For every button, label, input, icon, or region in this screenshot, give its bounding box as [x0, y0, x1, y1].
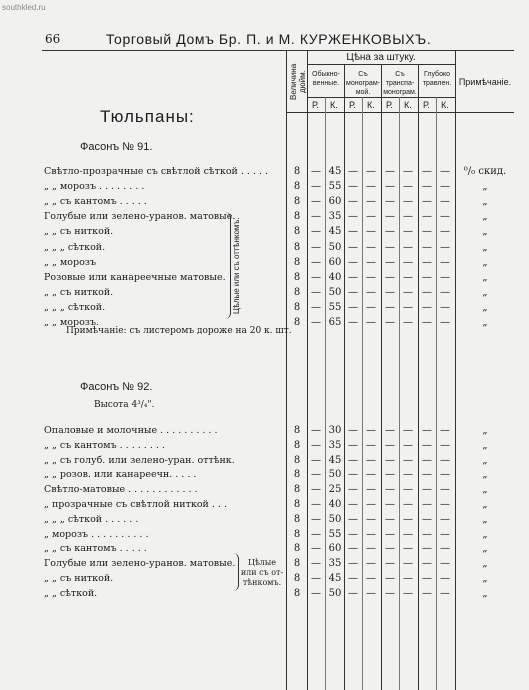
row-size: 8	[293, 196, 301, 208]
dash-mark: —	[403, 513, 413, 525]
dash-mark: —	[366, 499, 376, 510]
rk-label: К.	[441, 100, 449, 110]
row-size: 8	[293, 469, 301, 481]
row-note: „	[482, 256, 488, 268]
dash-mark: —	[403, 241, 413, 253]
dash-mark: —	[385, 454, 395, 466]
brace-91-label: Цѣлые или съ оттѣнкомъ.	[232, 217, 241, 314]
row-price: 45	[328, 454, 342, 466]
dash-mark: —	[366, 469, 376, 481]
fason-91-title: Фасонъ № 91.	[80, 141, 153, 153]
row-size: 8	[293, 226, 301, 238]
row-size: 8	[293, 241, 301, 253]
dash-mark: —	[348, 286, 358, 298]
dash-mark: —	[422, 528, 432, 540]
row-name: „ „ съ голуб. или зелено-уран. оттѣнк.	[44, 454, 235, 466]
rk-label: Р.	[312, 100, 319, 110]
dash-mark: —	[385, 256, 395, 268]
dash-mark: —	[366, 301, 376, 313]
dash-mark: —	[403, 528, 413, 540]
row-price: 55	[328, 528, 342, 540]
rk-label: Р.	[423, 100, 430, 110]
subcol-border-2	[381, 64, 382, 690]
dash-mark: —	[403, 439, 413, 451]
dash-mark: —	[403, 499, 413, 510]
dash-mark: —	[385, 528, 395, 540]
page-header: Торговый Домъ Бр. П. и М. КУРЖЕНКОВЫХЪ.	[106, 31, 432, 47]
dash-mark: —	[422, 484, 432, 496]
dash-mark: —	[366, 256, 376, 268]
dash-mark: —	[366, 317, 376, 328]
row-size: 8	[293, 271, 301, 283]
subcol-head-2: Съ монограм-мой.	[346, 71, 380, 96]
dash-mark: —	[403, 301, 413, 313]
dash-mark: —	[403, 573, 413, 584]
dash-mark: —	[311, 469, 321, 481]
row-name: Розовые или канареечные матовые.	[44, 271, 226, 283]
fason-91-remark: Примѣчаніе: съ листеромъ дороже на 20 к. шт.	[66, 326, 292, 336]
dash-mark: —	[311, 543, 321, 555]
dash-mark: —	[311, 196, 321, 208]
dash-mark: —	[422, 513, 432, 525]
dash-mark: —	[440, 543, 450, 555]
dash-mark: —	[440, 469, 450, 481]
dash-mark: —	[422, 166, 432, 177]
dash-mark: —	[385, 226, 395, 238]
dash-mark: —	[422, 425, 432, 436]
dash-mark: —	[366, 558, 376, 570]
dash-mark: —	[440, 256, 450, 268]
dash-mark: —	[440, 317, 450, 328]
dash-mark: —	[403, 181, 413, 193]
dash-mark: —	[348, 499, 358, 510]
row-name: „ „ съ кантомъ . . . . .	[44, 196, 147, 208]
row-name: „ „ „ сѣткой.	[44, 241, 106, 253]
dash-mark: —	[403, 166, 413, 177]
rk-divider-3	[399, 97, 400, 690]
dash-mark: —	[440, 573, 450, 584]
table-left-border	[286, 50, 287, 690]
dash-mark: —	[311, 301, 321, 313]
dash-mark: —	[348, 301, 358, 313]
row-name: „ „ сѣткой.	[44, 587, 98, 599]
dash-mark: —	[422, 286, 432, 298]
dash-mark: —	[348, 573, 358, 584]
dash-mark: —	[366, 528, 376, 540]
row-name: „ „ съ кантомъ . . . . .	[44, 543, 147, 555]
size-col-border	[307, 50, 308, 690]
row-name: „ „ морозъ . . . . . . . .	[44, 181, 145, 193]
dash-mark: —	[440, 211, 450, 223]
subcol-head-1: Обыкно-венные.	[312, 71, 340, 87]
dash-mark: —	[422, 587, 432, 599]
dash-mark: —	[348, 543, 358, 555]
dash-mark: —	[311, 211, 321, 223]
row-size: 8	[293, 211, 301, 223]
dash-mark: —	[385, 484, 395, 496]
dash-mark: —	[311, 587, 321, 599]
dash-mark: —	[403, 469, 413, 481]
row-note: „	[482, 528, 488, 540]
dash-mark: —	[366, 181, 376, 193]
dash-mark: —	[366, 241, 376, 253]
dash-mark: —	[385, 558, 395, 570]
fason-92-title: Фасонъ № 92.	[80, 381, 153, 393]
row-price: 30	[328, 425, 342, 436]
row-note: „	[482, 301, 488, 313]
row-name: Свѣтло-матовые . . . . . . . . . . . .	[44, 484, 198, 496]
row-price: 50	[328, 513, 342, 525]
dash-mark: —	[366, 484, 376, 496]
row-name: „ „ „ сѣткой.	[44, 301, 106, 313]
row-size: 8	[293, 317, 301, 328]
row-price: 65	[328, 317, 342, 328]
dash-mark: —	[348, 587, 358, 599]
rk-divider-4	[436, 97, 437, 690]
row-price: 45	[328, 166, 342, 177]
dash-mark: —	[348, 271, 358, 283]
dash-mark: —	[311, 166, 321, 177]
dash-mark: —	[440, 454, 450, 466]
dash-mark: —	[385, 286, 395, 298]
row-note: „	[482, 317, 488, 328]
dash-mark: —	[440, 196, 450, 208]
row-note: „	[482, 211, 488, 223]
row-note: „	[482, 271, 488, 283]
dash-mark: —	[440, 484, 450, 496]
dash-mark: —	[440, 181, 450, 193]
dash-mark: —	[385, 181, 395, 193]
row-name: „ морозъ . . . . . . . . . .	[44, 528, 149, 540]
row-size: 8	[293, 558, 301, 570]
row-size: 8	[293, 543, 301, 555]
row-size: 8	[293, 587, 301, 599]
dash-mark: —	[348, 241, 358, 253]
row-note: „	[482, 513, 488, 525]
rk-label: К.	[367, 100, 375, 110]
dash-mark: —	[440, 513, 450, 525]
row-size: 8	[293, 454, 301, 466]
row-size: 8	[293, 301, 301, 313]
dash-mark: —	[403, 256, 413, 268]
dash-mark: —	[311, 513, 321, 525]
dash-mark: —	[348, 469, 358, 481]
dash-mark: —	[440, 166, 450, 177]
size-col-head: Величина дюйм.	[289, 63, 307, 101]
dash-mark: —	[440, 558, 450, 570]
dash-mark: —	[403, 558, 413, 570]
row-note: „	[482, 499, 488, 510]
dash-mark: —	[348, 484, 358, 496]
dash-mark: —	[403, 271, 413, 283]
row-price: 60	[328, 256, 342, 268]
row-size: 8	[293, 528, 301, 540]
dash-mark: —	[311, 241, 321, 253]
dash-mark: —	[422, 241, 432, 253]
dash-mark: —	[385, 425, 395, 436]
dash-mark: —	[440, 226, 450, 238]
fason-92-height: Высота 4³/₄".	[94, 400, 155, 410]
dash-mark: —	[440, 241, 450, 253]
row-note: „	[482, 181, 488, 193]
row-price: 50	[328, 286, 342, 298]
dash-mark: —	[385, 166, 395, 177]
dash-mark: —	[403, 454, 413, 466]
notes-col-head: Примѣчаніе.	[458, 77, 512, 87]
row-note: „	[482, 573, 488, 584]
dash-mark: —	[385, 301, 395, 313]
row-name: „ прозрачные съ свѣтлой ниткой . . .	[44, 499, 227, 510]
row-note: „	[482, 558, 488, 570]
dash-mark: —	[366, 439, 376, 451]
dash-mark: —	[348, 196, 358, 208]
subcol-border-1	[344, 64, 345, 690]
dash-mark: —	[385, 543, 395, 555]
dash-mark: —	[311, 256, 321, 268]
price-group-head: Цѣна за штуку.	[346, 52, 416, 63]
dash-mark: —	[440, 271, 450, 283]
row-size: 8	[293, 181, 301, 193]
brace-92	[230, 553, 239, 591]
row-price: 25	[328, 484, 342, 496]
dash-mark: —	[348, 166, 358, 177]
dash-mark: —	[385, 573, 395, 584]
row-size: 8	[293, 573, 301, 584]
row-note: „	[482, 543, 488, 555]
dash-mark: —	[385, 211, 395, 223]
dash-mark: —	[385, 499, 395, 510]
row-size: 8	[293, 439, 301, 451]
header-rule	[42, 50, 514, 51]
row-name: „ „ съ кантомъ . . . . . . . .	[44, 439, 165, 451]
dash-mark: —	[403, 196, 413, 208]
dash-mark: —	[422, 317, 432, 328]
dash-mark: —	[422, 226, 432, 238]
row-price: 45	[328, 226, 342, 238]
dash-mark: —	[403, 587, 413, 599]
rk-label: К.	[330, 100, 338, 110]
row-name: Опаловые и молочные . . . . . . . . . .	[44, 425, 218, 436]
row-price: 40	[328, 271, 342, 283]
row-name: Свѣтло-прозрачные съ свѣтлой сѣткой . . . . .	[44, 166, 269, 177]
rk-label: К.	[404, 100, 412, 110]
dash-mark: —	[366, 211, 376, 223]
dash-mark: —	[311, 317, 321, 328]
section-title: Тюльпаны:	[100, 107, 195, 126]
dash-mark: —	[311, 573, 321, 584]
dash-mark: —	[311, 439, 321, 451]
dash-mark: —	[422, 543, 432, 555]
dash-mark: —	[403, 543, 413, 555]
row-name: Голубые или зелено-уранов. матовые.	[44, 211, 236, 223]
watermark: southkled.ru	[2, 3, 46, 12]
row-size: 8	[293, 425, 301, 436]
row-note: „	[482, 469, 488, 481]
dash-mark: —	[403, 286, 413, 298]
row-price: 55	[328, 181, 342, 193]
dash-mark: —	[422, 499, 432, 510]
dash-mark: —	[385, 317, 395, 328]
row-price: 50	[328, 469, 342, 481]
row-note: „	[482, 587, 488, 599]
row-price: 35	[328, 439, 342, 451]
row-name: „ „ съ ниткой.	[44, 286, 114, 298]
row-size: 8	[293, 499, 301, 510]
row-price: 55	[328, 301, 342, 313]
dash-mark: —	[422, 181, 432, 193]
dash-mark: —	[385, 469, 395, 481]
dash-mark: —	[366, 271, 376, 283]
row-name: „ „ „ сѣткой . . . . . .	[44, 513, 139, 525]
row-price: 50	[328, 587, 342, 599]
dash-mark: —	[348, 513, 358, 525]
rk-label: Р.	[349, 100, 356, 110]
dash-mark: —	[385, 241, 395, 253]
dash-mark: —	[348, 256, 358, 268]
dash-mark: —	[385, 196, 395, 208]
dash-mark: —	[366, 587, 376, 599]
row-size: 8	[293, 513, 301, 525]
row-price: 40	[328, 499, 342, 510]
dash-mark: —	[366, 513, 376, 525]
row-price: 60	[328, 543, 342, 555]
dash-mark: —	[403, 317, 413, 328]
dash-mark: —	[366, 226, 376, 238]
row-price: 60	[328, 196, 342, 208]
row-note: „	[482, 196, 488, 208]
dash-mark: —	[403, 211, 413, 223]
dash-mark: —	[440, 499, 450, 510]
row-name: „ „ розов. или канареечн. . . . .	[44, 469, 197, 481]
dash-mark: —	[403, 226, 413, 238]
row-note: „	[482, 425, 488, 436]
dash-mark: —	[311, 286, 321, 298]
row-note: „	[482, 241, 488, 253]
row-name: „ „ съ ниткой.	[44, 573, 114, 584]
row-name: „ „ морозъ	[44, 256, 97, 268]
dash-mark: —	[366, 286, 376, 298]
row-size: 8	[293, 166, 301, 177]
rk-divider-2	[362, 97, 363, 690]
subcol-head-4: Глубоко травлен.	[422, 71, 452, 87]
row-size: 8	[293, 256, 301, 268]
brace-92-label: Цѣлые или съ от-тѣнкомъ.	[240, 558, 284, 587]
dash-mark: —	[311, 484, 321, 496]
dash-mark: —	[311, 425, 321, 436]
dash-mark: —	[366, 425, 376, 436]
dash-mark: —	[440, 301, 450, 313]
row-note: „	[482, 439, 488, 451]
dash-mark: —	[422, 211, 432, 223]
dash-mark: —	[348, 454, 358, 466]
dash-mark: —	[422, 558, 432, 570]
dash-mark: —	[348, 181, 358, 193]
row-note: „	[482, 484, 488, 496]
brace-91	[222, 212, 231, 319]
rk-label: Р.	[386, 100, 393, 110]
dash-mark: —	[440, 286, 450, 298]
dash-mark: —	[366, 573, 376, 584]
dash-mark: —	[366, 454, 376, 466]
dash-mark: —	[422, 256, 432, 268]
dash-mark: —	[311, 271, 321, 283]
dash-mark: —	[348, 317, 358, 328]
row-note: ⁰/₀ скид.	[463, 166, 507, 177]
row-note: „	[482, 286, 488, 298]
row-price: 35	[328, 558, 342, 570]
dash-mark: —	[385, 513, 395, 525]
dash-mark: —	[385, 439, 395, 451]
dash-mark: —	[311, 226, 321, 238]
dash-mark: —	[385, 271, 395, 283]
dash-mark: —	[422, 301, 432, 313]
dash-mark: —	[440, 439, 450, 451]
subcol-border-3	[418, 64, 419, 690]
dash-mark: —	[366, 543, 376, 555]
dash-mark: —	[348, 226, 358, 238]
dash-mark: —	[422, 271, 432, 283]
row-name: Голубые или зелено-уранов. матовые.	[44, 558, 236, 570]
dash-mark: —	[311, 558, 321, 570]
row-size: 8	[293, 484, 301, 496]
dash-mark: —	[422, 573, 432, 584]
dash-mark: —	[311, 181, 321, 193]
dash-mark: —	[440, 587, 450, 599]
dash-mark: —	[348, 439, 358, 451]
row-name: „ „ морозъ.	[44, 317, 100, 328]
dash-mark: —	[366, 166, 376, 177]
dash-mark: —	[422, 469, 432, 481]
dash-mark: —	[403, 484, 413, 496]
row-price: 45	[328, 573, 342, 584]
dash-mark: —	[366, 196, 376, 208]
dash-mark: —	[348, 558, 358, 570]
dash-mark: —	[348, 528, 358, 540]
page-number: 66	[45, 32, 61, 46]
dash-mark: —	[348, 211, 358, 223]
row-price: 35	[328, 211, 342, 223]
dash-mark: —	[348, 425, 358, 436]
dash-mark: —	[403, 425, 413, 436]
dash-mark: —	[311, 454, 321, 466]
dash-mark: —	[311, 499, 321, 510]
dash-mark: —	[440, 528, 450, 540]
subcol-head-3: Съ транспа-монограм.	[383, 71, 417, 96]
row-note: „	[482, 226, 488, 238]
dash-mark: —	[440, 425, 450, 436]
dash-mark: —	[422, 454, 432, 466]
dash-mark: —	[422, 196, 432, 208]
row-size: 8	[293, 286, 301, 298]
head-bottom-rule	[286, 112, 514, 113]
dash-mark: —	[385, 587, 395, 599]
row-name: „ „ съ ниткой.	[44, 226, 114, 238]
row-price: 50	[328, 241, 342, 253]
dash-mark: —	[311, 528, 321, 540]
dash-mark: —	[422, 439, 432, 451]
row-note: „	[482, 454, 488, 466]
